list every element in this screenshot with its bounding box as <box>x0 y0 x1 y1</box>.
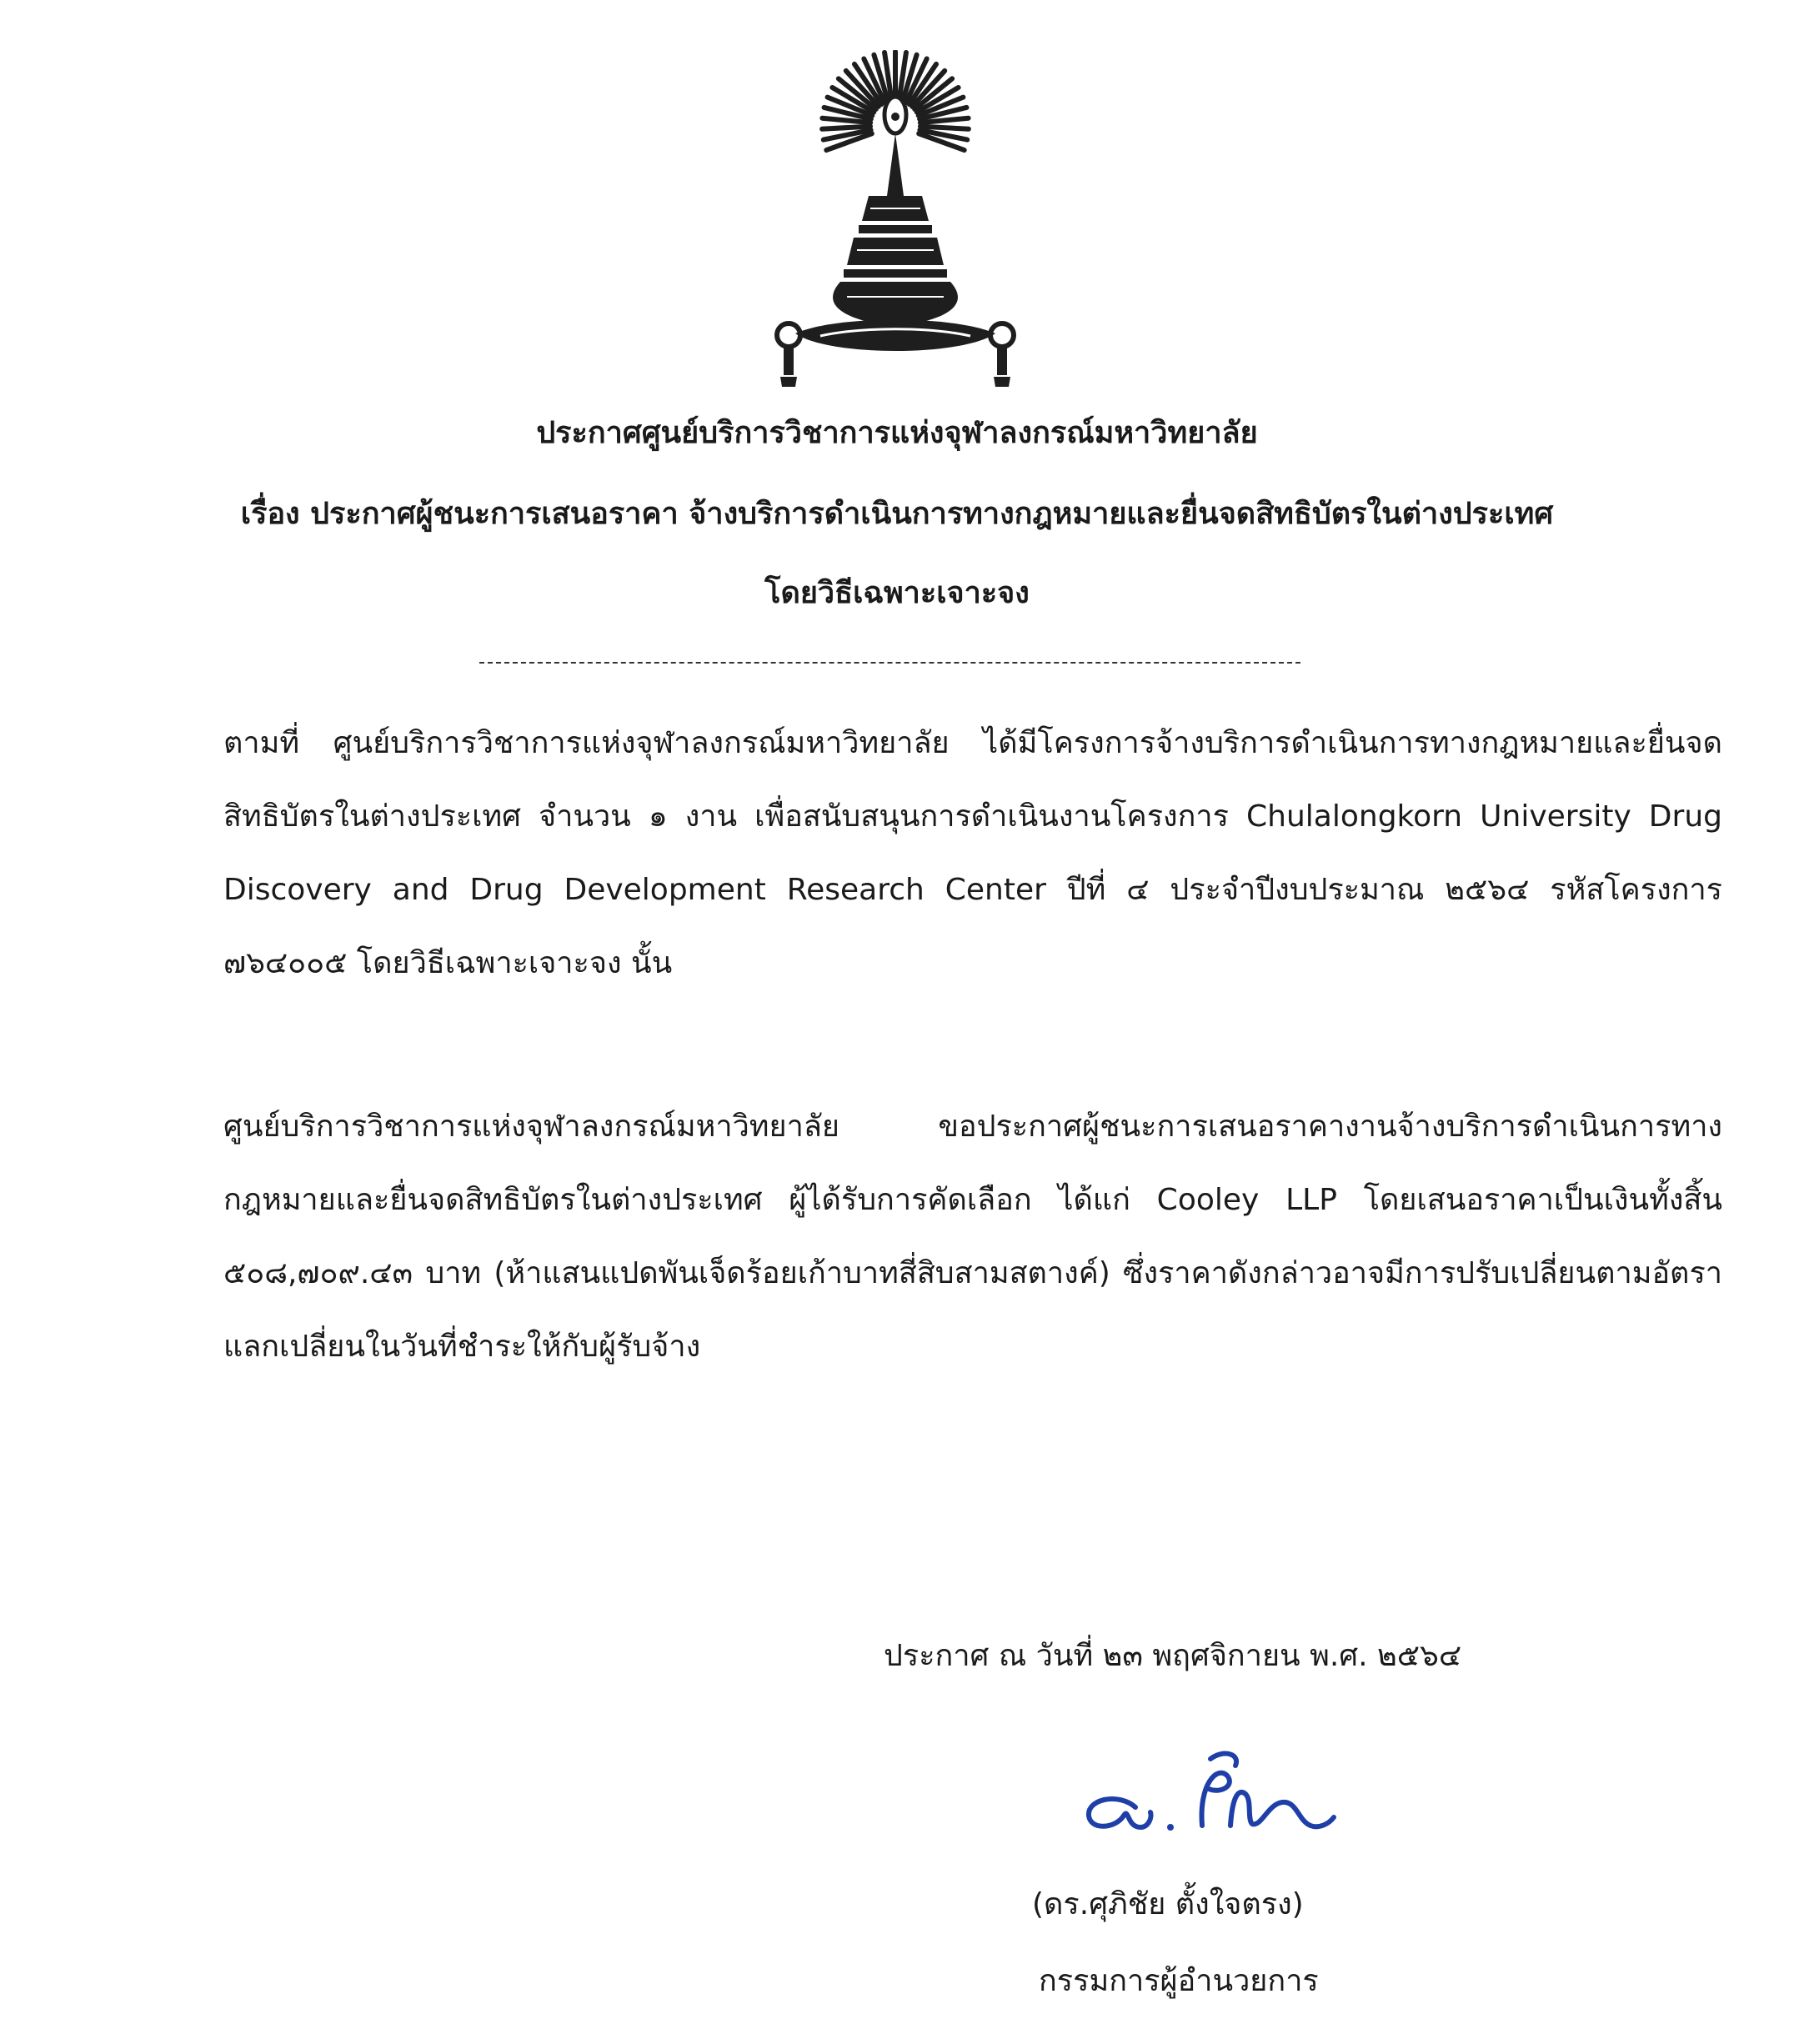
signature-icon <box>1069 1734 1344 1851</box>
announcement-date: ประกาศ ณ วันที่ ๒๓ พฤศจิกายน พ.ศ. ๒๕๖๔ <box>884 1639 1462 1673</box>
announcement-subject: เรื่อง ประกาศผู้ชนะการเสนอราคา จ้างบริการดำเนินการทางกฎหมายและยื่นจดสิทธิบัตรในต่างประเทศ <box>240 497 1554 531</box>
chulalongkorn-emblem-icon <box>770 50 1020 392</box>
announcement-method: โดยวิธีเฉพาะเจาะจง <box>764 576 1030 610</box>
body-paragraph-1: ตามที่ ศูนย์บริการวิชาการแห่งจุฬาลงกรณ์มหาวิทยาลัย ได้มีโครงการจ้างบริการดำเนินการทางกฎหมายและยื่นจดสิทธิบัตรในต่างประเทศ จำนวน ๑ งาน เพื่อสนับสนุนการดำเนินงานโครงการ Chulalongkorn University Drug Discovery and Drug Development Research Center ปีที่ ๔ ประจำปีงบประมาณ ๒๕๖๔ รหัสโครงการ ๗๖๔๐๐๕ โดยวิธีเฉพาะเจาะจง นั้น <box>223 726 1722 980</box>
signer-title: กรรมการผู้อำนวยการ <box>1039 1964 1319 1998</box>
announcement-title: ประกาศศูนย์บริการวิชาการแห่งจุฬาลงกรณ์มหาวิทยาลัย <box>536 416 1258 450</box>
body-paragraph-2: ศูนย์บริการวิชาการแห่งจุฬาลงกรณ์มหาวิทยาลัย ขอประกาศผู้ชนะการเสนอราคางานจ้างบริการดำเนินการทางกฎหมายและยื่นจดสิทธิบัตรในต่างประเทศ ผู้ได้รับการคัดเลือก ได้แก่ Cooley LLP โดยเสนอราคาเป็นเงินทั้งสิ้น ๕๐๘,๗๐๙.๔๓ บาท (ห้าแสนแปดพันเจ็ดร้อยเก้าบาทสี่สิบสามสตางค์) ซึ่งราคาดังกล่าวอาจมีการปรับเปลี่ยนตามอัตราแลกเปลี่ยนในวันที่ชำระให้กับผู้รับจ้าง <box>223 1110 1722 1364</box>
dashed-divider <box>479 662 1300 664</box>
signer-name: (ดร.ศุภิชัย ตั้งใจตรง) <box>1032 1887 1304 1921</box>
